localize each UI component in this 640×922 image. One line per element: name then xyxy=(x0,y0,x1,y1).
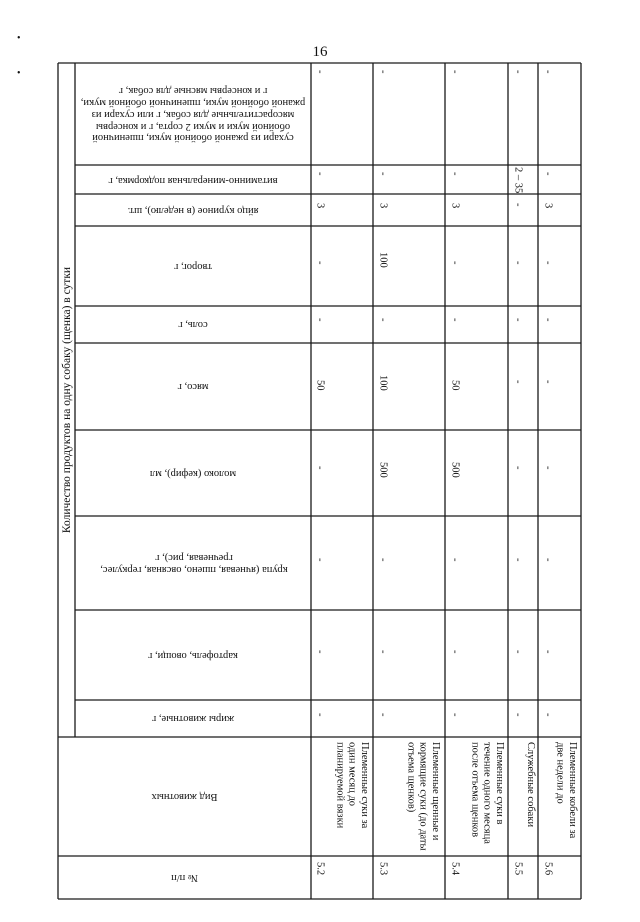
cell-meat: 50 xyxy=(314,380,326,391)
cell-potato: - xyxy=(512,650,524,654)
header-animal: Вид животных xyxy=(151,791,218,803)
cell-vitamin: - xyxy=(542,172,554,176)
cell-animal: Служебные собаки xyxy=(525,742,536,828)
cell-meat: 100 xyxy=(377,375,389,391)
cell-cottage: - xyxy=(542,261,554,265)
cell-fat: - xyxy=(377,713,389,717)
cell-eggs: - xyxy=(512,203,524,207)
cell-salt: - xyxy=(314,318,326,322)
page-number: 16 xyxy=(312,44,328,60)
cell-salt: - xyxy=(542,318,554,322)
cell-milk: - xyxy=(542,466,554,470)
cell-eggs: 3 xyxy=(542,203,554,209)
cell-meat: - xyxy=(542,380,554,384)
cell-salt: - xyxy=(449,318,461,322)
cell-cottage: - xyxy=(314,261,326,265)
cell-no: 5.6 xyxy=(542,862,554,876)
header-salt: соль, г xyxy=(178,319,208,331)
header-groats: крупа (ячневая, пшено, овсяная, геркулес, гречневая, рис), г xyxy=(100,552,288,575)
cell-potato: - xyxy=(449,650,461,654)
cell-rusks: - xyxy=(512,70,524,74)
cell-milk: 500 xyxy=(449,462,461,478)
cell-groats: - xyxy=(377,558,389,562)
cell-eggs: 3 xyxy=(449,203,461,209)
cell-rusks: - xyxy=(449,70,461,74)
cell-cottage: - xyxy=(449,261,461,265)
header-fat: жиры животные, г xyxy=(151,713,235,725)
cell-groats: - xyxy=(512,558,524,562)
cell-eggs: 3 xyxy=(377,203,389,209)
header-eggs: яйцо куриное (в неделю), шт. xyxy=(127,204,259,216)
cell-milk: - xyxy=(314,466,326,470)
cell-no: 5.5 xyxy=(512,862,524,876)
cell-milk: 500 xyxy=(377,462,389,478)
cell-animal: Племенные суки в течение одного месяца после отъема щенков xyxy=(469,742,505,844)
cell-potato: - xyxy=(314,650,326,654)
scan-speck: • xyxy=(17,68,21,79)
cell-no: 5.3 xyxy=(377,862,389,876)
cell-potato: - xyxy=(377,650,389,654)
cell-vitamin: 2 – 35 xyxy=(512,167,524,194)
cell-salt: - xyxy=(377,318,389,322)
cell-meat: - xyxy=(512,380,524,384)
cell-rusks: - xyxy=(377,70,389,74)
cell-vitamin: - xyxy=(314,172,326,176)
cell-fat: - xyxy=(542,713,554,717)
header-no: № п/п xyxy=(171,872,198,884)
cell-rusks: - xyxy=(542,70,554,74)
header-potato: картофель, овощи, г xyxy=(148,649,238,661)
group-header: Количество продуктов на одну собаку (щенка) в сутки xyxy=(60,266,73,534)
cell-groats: - xyxy=(449,558,461,562)
cell-animal: Племенные щенные и кормящие суки (до даты отъема щенков) xyxy=(405,742,441,851)
header-vitamin: витаминно-минеральная подкормка, г xyxy=(108,174,278,186)
cell-meat: 50 xyxy=(449,380,461,391)
cell-potato: - xyxy=(542,650,554,654)
cell-vitamin: - xyxy=(449,172,461,176)
cell-salt: - xyxy=(512,318,524,322)
cell-cottage: - xyxy=(512,261,524,265)
cell-animal: Племенные суки за один месяц до планируемой вязки xyxy=(334,742,370,829)
cell-no: 5.2 xyxy=(314,862,326,876)
cell-fat: - xyxy=(449,713,461,717)
header-milk: молоко (кефир), мл xyxy=(149,467,237,479)
header-rusks: сухари из ржаной обойной муки, пшеничной обойной муки и муки 2 сорта, г и консервы мясорастительные для собак, г или сухари из ржаной обойной муки, пшеничной обойной муки, г и консервы мясные для собак, г xyxy=(80,85,306,144)
cell-cottage: 100 xyxy=(377,252,389,268)
scan-speck: • xyxy=(17,33,21,44)
cell-fat: - xyxy=(314,713,326,717)
cell-groats: - xyxy=(314,558,326,562)
header-cottage: творог, г xyxy=(174,260,212,272)
cell-eggs: 3 xyxy=(314,203,326,209)
cell-fat: - xyxy=(512,713,524,717)
cell-vitamin: - xyxy=(377,172,389,176)
cell-milk: - xyxy=(512,466,524,470)
cell-no: 5.4 xyxy=(449,862,461,876)
cell-animal: Племенные кобели за две недели до xyxy=(554,742,578,839)
header-meat: мясо, г xyxy=(177,381,209,393)
cell-rusks: - xyxy=(314,70,326,74)
cell-groats: - xyxy=(542,558,554,562)
